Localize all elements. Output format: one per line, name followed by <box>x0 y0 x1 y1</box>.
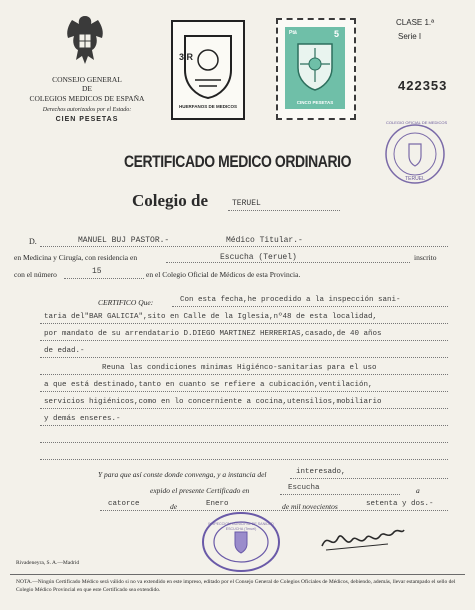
stamp-left-label: HUERFANOS DE MEDICOS <box>178 104 237 109</box>
certifico-line-3: por mandato de su arrendatario D.DIEGO MARTINEZ HERRERIAS,casado,de 40 años <box>44 330 382 338</box>
seal-bottom-text: TERUEL <box>405 176 425 182</box>
shield-icon <box>181 30 235 100</box>
certifico-line-2: taria del"BAR GALICIA",sito en Calle de la Iglesia,nº48 de esta localidad, <box>44 313 378 321</box>
certifico-line-6: a que está destinado,tanto en cuanto se refiere a cubicación,ventilación, <box>44 381 373 389</box>
municipal-seal-icon <box>200 510 282 574</box>
specialty-prefix: en Medicina y Cirugía, con residencia en <box>14 253 138 262</box>
serie-label: Serie I <box>398 32 422 41</box>
seal-top-text: COLEGIO OFICIAL DE MEDICOS <box>386 120 448 125</box>
org-line2: DE <box>82 84 92 93</box>
rule-5 <box>40 374 448 375</box>
certifico-line-8: y demás enseres.- <box>44 415 121 423</box>
closing-month: Enero <box>206 500 229 508</box>
clase-label: CLASE 1.ª <box>396 18 435 27</box>
eagle-emblem-icon <box>62 12 108 70</box>
org-line3: COLEGIOS MEDICOS DE ESPAÑA <box>29 94 145 103</box>
colegio-underline <box>228 210 340 211</box>
closing-year: setenta y dos.- <box>366 500 434 508</box>
doctor-underline <box>40 246 448 247</box>
inscrito-label: inscrito <box>414 253 437 262</box>
closing-de1: de <box>170 502 178 511</box>
footer-rule <box>10 574 465 575</box>
closing-line1-value: interesado, <box>296 468 346 476</box>
stamp-huerfanos <box>171 20 245 120</box>
residence-value: Escucha (Teruel) <box>220 253 297 262</box>
number-value: 15 <box>92 267 102 276</box>
signature-icon <box>318 520 408 556</box>
rule-6 <box>40 391 448 392</box>
colegio-label: Colegio de <box>132 191 209 210</box>
printer-line: Rivadeneyra, S. A.—Madrid <box>16 560 80 566</box>
closing-a: a <box>416 486 420 495</box>
municipal-seal-text: INSPECCION MUNICIPAL DE SANIDAD ESCUCHA (Teruel) <box>208 522 274 531</box>
coat-of-arms-icon <box>290 36 340 92</box>
rule-3 <box>40 340 448 341</box>
certificate-title: CERTIFICADO MEDICO ORDINARIO <box>123 152 352 171</box>
closing-de-mil: de mil novecientos <box>282 502 338 511</box>
certificate-number: 422353 <box>398 78 448 93</box>
d-label: D. <box>29 237 37 246</box>
closing-day: catorce <box>108 500 140 508</box>
price-label: CIEN PESETAS <box>55 116 119 123</box>
rule-8 <box>40 425 448 426</box>
residence-underline <box>166 262 410 263</box>
rights-line: Derechos autorizados por el Estado: <box>42 107 132 113</box>
rule-2 <box>40 323 448 324</box>
stamp-mark: 3 R <box>179 52 194 62</box>
doctor-name: MANUEL BUJ PASTOR.- <box>78 236 170 245</box>
closing-line1-prefix: Y para que así conste donde convenga, y a instancia del <box>98 470 267 479</box>
rule-place <box>280 494 400 495</box>
certifico-line-1: Con esta fecha,he procedido a la inspección sani- <box>180 296 401 304</box>
rule-interesado <box>290 478 448 479</box>
rule-9 <box>40 442 448 443</box>
number-prefix: con el número <box>14 270 57 279</box>
rule-1 <box>172 306 448 307</box>
certifico-line-7: servicios higiénicos,como en lo concerniente a cocina,utensilios,mobiliario <box>44 398 382 406</box>
stamp-cinco-pesetas <box>276 18 356 120</box>
number-underline <box>64 278 144 279</box>
number-suffix: en el Colegio Oficial de Médicos de esta Provincia. <box>146 270 301 279</box>
certifico-line-5: Reuna las condiciones minimas Higiénco-sanitarias para el uso <box>102 364 377 372</box>
certifico-label: CERTIFICO Que: <box>98 298 154 307</box>
rule-10 <box>40 459 448 460</box>
closing-place: Escucha <box>288 484 320 492</box>
doctor-title: Médico Titular.- <box>226 236 303 245</box>
rule-4 <box>40 357 448 358</box>
colegio-value: TERUEL <box>232 199 261 208</box>
nota-text: NOTA.—Ningún Certificado Médico será válido si no va extendido en este impreso, editado por el Consejo General de Colegios Oficiales de Médicos, debiendo, además, llevar estampado el sello del Colegio Médico Provincial en que este Certificado sea extendido. <box>16 579 456 593</box>
closing-line2-prefix: expido el presente Certificado en <box>150 486 250 495</box>
stamp-right-label: CINCO PESETAS <box>296 100 334 105</box>
rule-7 <box>40 408 448 409</box>
stamp-right-value: 5 <box>334 29 340 39</box>
stamp-right-currency: Ptâ <box>289 30 297 36</box>
org-line1: CONSEJO GENERAL <box>52 75 122 84</box>
certifico-line-4: de edad.- <box>44 347 85 355</box>
